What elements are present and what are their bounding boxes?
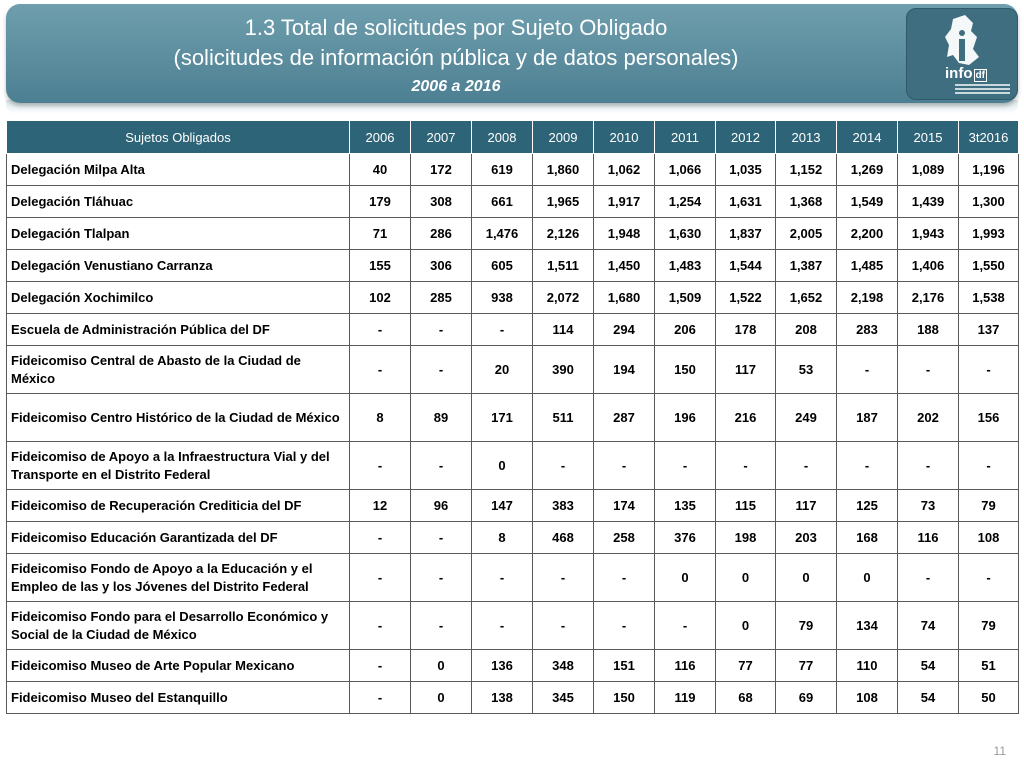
value-cell: 1,965 bbox=[533, 186, 594, 218]
value-cell: 1,483 bbox=[655, 250, 716, 282]
value-cell: 376 bbox=[655, 522, 716, 554]
value-cell: 208 bbox=[776, 314, 837, 346]
page-number: 11 bbox=[993, 744, 1006, 758]
value-cell: 468 bbox=[533, 522, 594, 554]
value-cell: - bbox=[411, 314, 472, 346]
value-cell: 137 bbox=[959, 314, 1019, 346]
sujeto-name-cell: Delegación Venustiano Carranza bbox=[7, 250, 350, 282]
value-cell: 1,450 bbox=[594, 250, 655, 282]
value-cell: 194 bbox=[594, 346, 655, 394]
value-cell: 116 bbox=[898, 522, 959, 554]
value-cell: 174 bbox=[594, 490, 655, 522]
value-cell: 20 bbox=[472, 346, 533, 394]
value-cell: 1,860 bbox=[533, 154, 594, 186]
page-subtitle: 2006 a 2016 bbox=[411, 78, 501, 95]
value-cell: 12 bbox=[350, 490, 411, 522]
sujeto-name-cell: Fideicomiso Fondo de Apoyo a la Educación y el Empleo de las y los Jóvenes del Distrito Federal bbox=[7, 554, 350, 602]
value-cell: 151 bbox=[594, 650, 655, 682]
value-cell: - bbox=[411, 554, 472, 602]
value-cell: 117 bbox=[716, 346, 776, 394]
value-cell: 605 bbox=[472, 250, 533, 282]
table-row bbox=[7, 282, 1019, 314]
value-cell: 155 bbox=[350, 250, 411, 282]
value-cell: 179 bbox=[350, 186, 411, 218]
value-cell: 1,066 bbox=[655, 154, 716, 186]
value-cell: 0 bbox=[776, 554, 837, 602]
table-row bbox=[7, 602, 1019, 650]
value-cell: 1,630 bbox=[655, 218, 716, 250]
value-cell: - bbox=[716, 442, 776, 490]
column-header-year: 2012 bbox=[716, 121, 776, 154]
value-cell: 198 bbox=[716, 522, 776, 554]
value-cell: 172 bbox=[411, 154, 472, 186]
sujeto-name-cell: Escuela de Administración Pública del DF bbox=[7, 314, 350, 346]
value-cell: 51 bbox=[959, 650, 1019, 682]
value-cell: - bbox=[959, 346, 1019, 394]
value-cell: 306 bbox=[411, 250, 472, 282]
value-cell: 661 bbox=[472, 186, 533, 218]
value-cell: 203 bbox=[776, 522, 837, 554]
value-cell: 2,198 bbox=[837, 282, 898, 314]
value-cell: 348 bbox=[533, 650, 594, 682]
value-cell: 202 bbox=[898, 394, 959, 442]
value-cell: 135 bbox=[655, 490, 716, 522]
value-cell: 79 bbox=[776, 602, 837, 650]
solicitudes-table bbox=[6, 120, 1019, 714]
value-cell: 1,522 bbox=[716, 282, 776, 314]
value-cell: 77 bbox=[716, 650, 776, 682]
page-title: 1.3 Total de solicitudes por Sujeto Obligado bbox=[244, 15, 668, 40]
column-header-year: 2008 bbox=[472, 121, 533, 154]
value-cell: - bbox=[350, 346, 411, 394]
value-cell: 206 bbox=[655, 314, 716, 346]
value-cell: - bbox=[350, 314, 411, 346]
value-cell: 1,511 bbox=[533, 250, 594, 282]
value-cell: - bbox=[411, 442, 472, 490]
value-cell: 1,196 bbox=[959, 154, 1019, 186]
value-cell: 150 bbox=[655, 346, 716, 394]
value-cell: 1,485 bbox=[837, 250, 898, 282]
sujeto-name-cell: Delegación Milpa Alta bbox=[7, 154, 350, 186]
value-cell: 308 bbox=[411, 186, 472, 218]
value-cell: 1,509 bbox=[655, 282, 716, 314]
value-cell: 1,631 bbox=[716, 186, 776, 218]
table-row bbox=[7, 394, 1019, 442]
value-cell: 0 bbox=[716, 554, 776, 602]
sujeto-name-cell: Fideicomiso Central de Abasto de la Ciudad de México bbox=[7, 346, 350, 394]
value-cell: 2,200 bbox=[837, 218, 898, 250]
value-cell: - bbox=[472, 602, 533, 650]
column-header-year: 2007 bbox=[411, 121, 472, 154]
value-cell: 2,072 bbox=[533, 282, 594, 314]
value-cell: 188 bbox=[898, 314, 959, 346]
column-header-year: 2010 bbox=[594, 121, 655, 154]
value-cell: 258 bbox=[594, 522, 655, 554]
value-cell: 287 bbox=[594, 394, 655, 442]
value-cell: 285 bbox=[411, 282, 472, 314]
value-cell: - bbox=[837, 442, 898, 490]
value-cell: 8 bbox=[472, 522, 533, 554]
table-row bbox=[7, 522, 1019, 554]
column-header-year: 2014 bbox=[837, 121, 898, 154]
value-cell: 1,550 bbox=[959, 250, 1019, 282]
value-cell: 50 bbox=[959, 682, 1019, 714]
value-cell: - bbox=[533, 602, 594, 650]
value-cell: 119 bbox=[655, 682, 716, 714]
logo-caption-lines bbox=[955, 84, 1010, 94]
value-cell: 71 bbox=[350, 218, 411, 250]
value-cell: 0 bbox=[472, 442, 533, 490]
value-cell: - bbox=[350, 554, 411, 602]
sujeto-name-cell: Delegación Tlalpan bbox=[7, 218, 350, 250]
value-cell: 117 bbox=[776, 490, 837, 522]
value-cell: 1,368 bbox=[776, 186, 837, 218]
value-cell: - bbox=[533, 442, 594, 490]
table-row bbox=[7, 490, 1019, 522]
value-cell: - bbox=[411, 522, 472, 554]
table-row bbox=[7, 650, 1019, 682]
value-cell: 216 bbox=[716, 394, 776, 442]
value-cell: - bbox=[898, 442, 959, 490]
value-cell: 150 bbox=[594, 682, 655, 714]
value-cell: 138 bbox=[472, 682, 533, 714]
column-header-year: 3t2016 bbox=[959, 121, 1019, 154]
value-cell: - bbox=[837, 346, 898, 394]
value-cell: - bbox=[350, 682, 411, 714]
value-cell: 0 bbox=[655, 554, 716, 602]
value-cell: 345 bbox=[533, 682, 594, 714]
value-cell: - bbox=[350, 602, 411, 650]
value-cell: 69 bbox=[776, 682, 837, 714]
value-cell: - bbox=[594, 554, 655, 602]
value-cell: - bbox=[594, 602, 655, 650]
value-cell: 1,993 bbox=[959, 218, 1019, 250]
value-cell: 294 bbox=[594, 314, 655, 346]
value-cell: 1,538 bbox=[959, 282, 1019, 314]
column-header-year: 2015 bbox=[898, 121, 959, 154]
value-cell: 1,652 bbox=[776, 282, 837, 314]
value-cell: 125 bbox=[837, 490, 898, 522]
value-cell: 77 bbox=[776, 650, 837, 682]
value-cell: 108 bbox=[959, 522, 1019, 554]
value-cell: - bbox=[776, 442, 837, 490]
table-row bbox=[7, 218, 1019, 250]
value-cell: 96 bbox=[411, 490, 472, 522]
value-cell: 54 bbox=[898, 682, 959, 714]
value-cell: - bbox=[411, 602, 472, 650]
value-cell: 1,476 bbox=[472, 218, 533, 250]
value-cell: 73 bbox=[898, 490, 959, 522]
table-row bbox=[7, 186, 1019, 218]
infodf-logo bbox=[906, 8, 1018, 100]
value-cell: 53 bbox=[776, 346, 837, 394]
value-cell: 1,948 bbox=[594, 218, 655, 250]
table-row bbox=[7, 346, 1019, 394]
value-cell: 68 bbox=[716, 682, 776, 714]
value-cell: 1,300 bbox=[959, 186, 1019, 218]
value-cell: 1,943 bbox=[898, 218, 959, 250]
table-row bbox=[7, 314, 1019, 346]
sujeto-name-cell: Delegación Tláhuac bbox=[7, 186, 350, 218]
value-cell: 1,549 bbox=[837, 186, 898, 218]
sujeto-name-cell: Fideicomiso Museo de Arte Popular Mexicano bbox=[7, 650, 350, 682]
sujeto-name-cell: Fideicomiso Centro Histórico de la Ciudad de México bbox=[7, 394, 350, 442]
value-cell: 134 bbox=[837, 602, 898, 650]
value-cell: 1,035 bbox=[716, 154, 776, 186]
value-cell: 1,089 bbox=[898, 154, 959, 186]
value-cell: 1,269 bbox=[837, 154, 898, 186]
value-cell: 1,152 bbox=[776, 154, 837, 186]
value-cell: 0 bbox=[837, 554, 898, 602]
value-cell: 0 bbox=[411, 650, 472, 682]
value-cell: 79 bbox=[959, 602, 1019, 650]
value-cell: 249 bbox=[776, 394, 837, 442]
value-cell: - bbox=[655, 602, 716, 650]
value-cell: - bbox=[959, 554, 1019, 602]
value-cell: - bbox=[533, 554, 594, 602]
value-cell: - bbox=[472, 554, 533, 602]
page-title-line2: (solicitudes de información pública y de datos personales) bbox=[173, 45, 739, 70]
value-cell: 283 bbox=[837, 314, 898, 346]
value-cell: 156 bbox=[959, 394, 1019, 442]
value-cell: - bbox=[655, 442, 716, 490]
value-cell: - bbox=[898, 346, 959, 394]
table-row bbox=[7, 442, 1019, 490]
value-cell: - bbox=[350, 650, 411, 682]
sujeto-name-cell: Fideicomiso de Recuperación Crediticia del DF bbox=[7, 490, 350, 522]
value-cell: 187 bbox=[837, 394, 898, 442]
value-cell: 79 bbox=[959, 490, 1019, 522]
value-cell: 147 bbox=[472, 490, 533, 522]
value-cell: 1,917 bbox=[594, 186, 655, 218]
value-cell: 2,126 bbox=[533, 218, 594, 250]
column-header-sujetos: Sujetos Obligados bbox=[7, 121, 350, 154]
table-header-row bbox=[7, 121, 1019, 154]
value-cell: 390 bbox=[533, 346, 594, 394]
value-cell: 511 bbox=[533, 394, 594, 442]
value-cell: 115 bbox=[716, 490, 776, 522]
value-cell: 286 bbox=[411, 218, 472, 250]
value-cell: - bbox=[350, 442, 411, 490]
table-row bbox=[7, 682, 1019, 714]
value-cell: 168 bbox=[837, 522, 898, 554]
sujeto-name-cell: Fideicomiso Educación Garantizada del DF bbox=[7, 522, 350, 554]
value-cell: - bbox=[959, 442, 1019, 490]
value-cell: 2,176 bbox=[898, 282, 959, 314]
column-header-year: 2006 bbox=[350, 121, 411, 154]
value-cell: 178 bbox=[716, 314, 776, 346]
value-cell: 136 bbox=[472, 650, 533, 682]
table-row bbox=[7, 154, 1019, 186]
value-cell: 108 bbox=[837, 682, 898, 714]
value-cell: 196 bbox=[655, 394, 716, 442]
value-cell: 1,544 bbox=[716, 250, 776, 282]
value-cell: 8 bbox=[350, 394, 411, 442]
value-cell: 89 bbox=[411, 394, 472, 442]
value-cell: 619 bbox=[472, 154, 533, 186]
value-cell: - bbox=[594, 442, 655, 490]
value-cell: 1,254 bbox=[655, 186, 716, 218]
value-cell: - bbox=[898, 554, 959, 602]
value-cell: 74 bbox=[898, 602, 959, 650]
value-cell: - bbox=[350, 522, 411, 554]
value-cell: 1,680 bbox=[594, 282, 655, 314]
sujeto-name-cell: Fideicomiso Fondo para el Desarrollo Económico y Social de la Ciudad de México bbox=[7, 602, 350, 650]
value-cell: 114 bbox=[533, 314, 594, 346]
value-cell: 0 bbox=[411, 682, 472, 714]
table-row bbox=[7, 250, 1019, 282]
sujeto-name-cell: Delegación Xochimilco bbox=[7, 282, 350, 314]
value-cell: 1,837 bbox=[716, 218, 776, 250]
value-cell: - bbox=[411, 346, 472, 394]
column-header-year: 2009 bbox=[533, 121, 594, 154]
value-cell: 54 bbox=[898, 650, 959, 682]
value-cell: 110 bbox=[837, 650, 898, 682]
column-header-year: 2011 bbox=[655, 121, 716, 154]
value-cell: 171 bbox=[472, 394, 533, 442]
value-cell: 1,387 bbox=[776, 250, 837, 282]
value-cell: 1,406 bbox=[898, 250, 959, 282]
value-cell: 116 bbox=[655, 650, 716, 682]
value-cell: 102 bbox=[350, 282, 411, 314]
value-cell: 1,062 bbox=[594, 154, 655, 186]
sujeto-name-cell: Fideicomiso Museo del Estanquillo bbox=[7, 682, 350, 714]
value-cell: 1,439 bbox=[898, 186, 959, 218]
value-cell: 383 bbox=[533, 490, 594, 522]
value-cell: 2,005 bbox=[776, 218, 837, 250]
sujeto-name-cell: Fideicomiso de Apoyo a la Infraestructura Vial y del Transporte en el Distrito Federal bbox=[7, 442, 350, 490]
value-cell: 40 bbox=[350, 154, 411, 186]
column-header-year: 2013 bbox=[776, 121, 837, 154]
value-cell: 938 bbox=[472, 282, 533, 314]
value-cell: - bbox=[472, 314, 533, 346]
table-row bbox=[7, 554, 1019, 602]
logo-text: info df bbox=[945, 65, 985, 82]
value-cell: 0 bbox=[716, 602, 776, 650]
